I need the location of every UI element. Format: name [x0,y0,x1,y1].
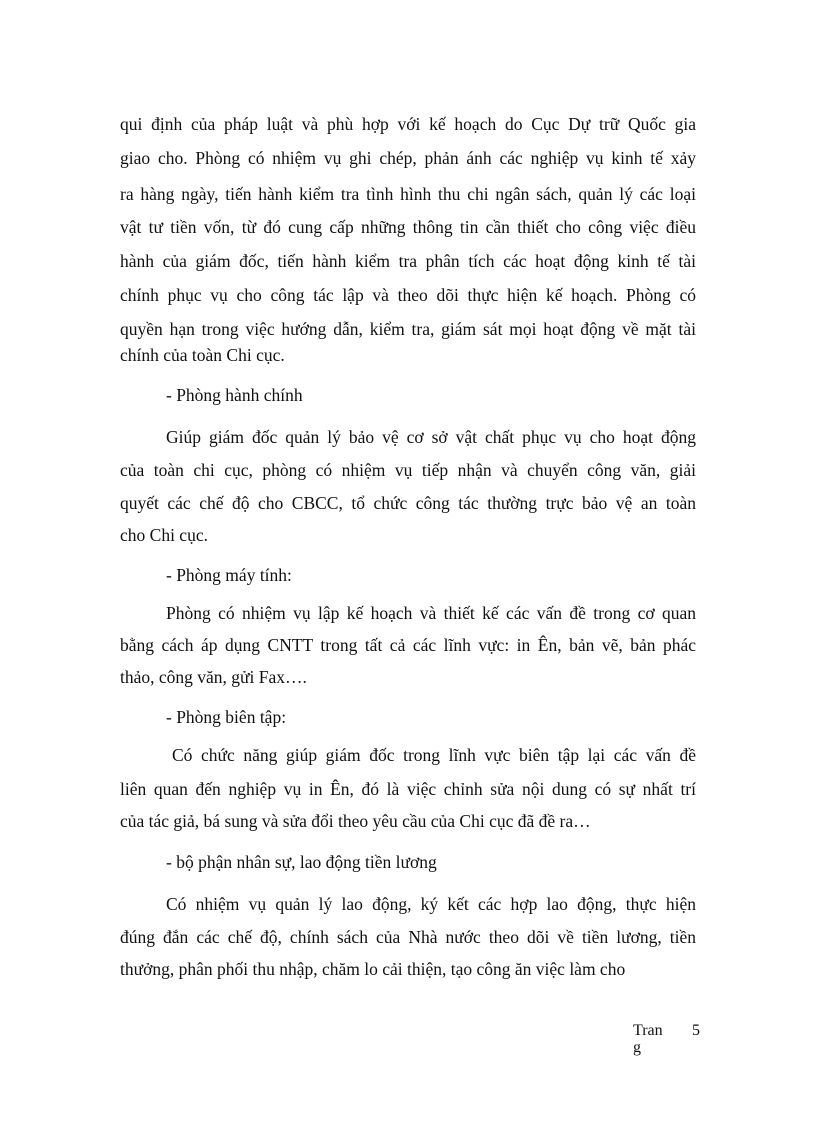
text-line-6: chính phục vụ cho công tác lập và theo dõi thực hiện kế hoạch. Phòng có [120,285,696,305]
text-line-16: bằng cách áp dụng CNTT trong tất cả các lĩnh vực: in Ên, bản vẽ, bản phác [120,635,696,655]
text-line-1: qui định của pháp luật và phù hợp với kế hoạch do Cục Dự trữ Quốc gia [120,114,696,134]
text-line-15: Phòng có nhiệm vụ lập kế hoạch và thiết kế các vấn đề trong cơ quan [166,603,696,623]
text-line-25: thưởng, phân phối thu nhập, chăm lo cải thiện, tạo công ăn việc làm cho [120,959,626,979]
text-line-4: vật tư tiền vốn, từ đó cung cấp những thông tin cần thiết cho công việc điều [120,217,696,237]
text-line-11: của toàn chi cục, phòng có nhiệm vụ tiếp nhận và chuyển công văn, giải [120,460,696,480]
text-line-10: Giúp giám đốc quản lý bảo vệ cơ sở vật chất phục vụ cho hoạt động [166,427,696,447]
footer-page-label: Trang [633,1022,663,1056]
text-line-17: thảo, công văn, gửi Fax…. [120,667,307,687]
section-heading-bien-tap: - Phòng biên tập: [166,707,287,727]
text-line-3: ra hàng ngày, tiến hành kiểm tra tình hình thu chi ngân sách, quản lý các loại [120,184,696,204]
text-line-23: Có nhiệm vụ quản lý lao động, ký kết các hợp lao động, thực hiện [166,894,696,914]
text-line-12: quyết các chế độ cho CBCC, tổ chức công tác thường trực bảo vệ an toàn [120,493,696,513]
footer-page-number: 5 [692,1022,700,1039]
text-line-24: đúng đắn các chế độ, chính sách của Nhà nước theo dõi về tiền lương, tiền [120,927,696,947]
text-line-7: quyền hạn trong việc hướng dẫn, kiểm tra, giám sát mọi hoạt động về mặt tài [120,319,696,339]
text-line-13: cho Chi cục. [120,525,208,545]
section-heading-may-tinh: - Phòng máy tính: [166,565,292,585]
section-heading-hanh-chinh: - Phòng hành chính [166,385,303,405]
text-line-20: liên quan đến nghiệp vụ in Ên, đó là việc chỉnh sửa nội dung có sự nhất trí [120,779,696,799]
text-line-5: hành của giám đốc, tiến hành kiểm tra phân tích các hoạt động kinh tế tài [120,251,696,271]
section-heading-nhan-su: - bộ phận nhân sự, lao động tiền lương [166,852,437,872]
text-line-8: chính của toàn Chi cục. [120,345,285,365]
text-line-19: Có chức năng giúp giám đốc trong lĩnh vực biên tập lại các vấn đề [172,745,696,765]
text-line-21: của tác giả, bá sung và sửa đổi theo yêu cầu của Chi cục đã đề ra… [120,811,591,831]
text-line-2: giao cho. Phòng có nhiệm vụ ghi chép, phản ánh các nghiệp vụ kinh tế xảy [120,148,696,168]
